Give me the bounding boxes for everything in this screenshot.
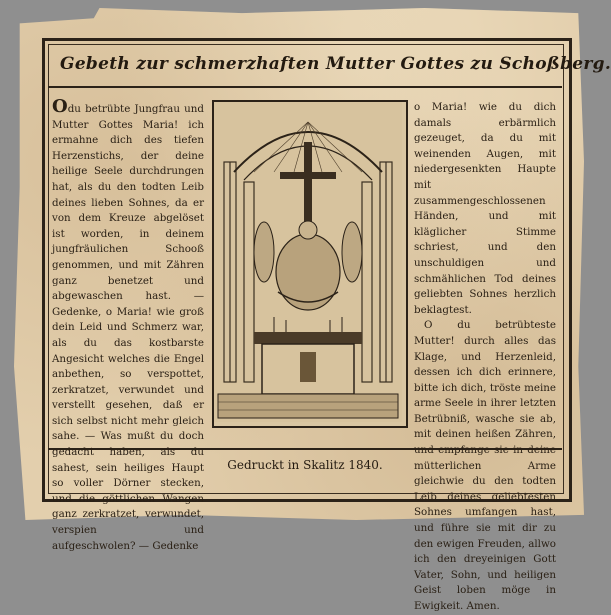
left-text-column [52,96,204,552]
right-paragraph-1: o Maria! wie du dich damals erbärmlich gezeuget, da du mit weinenden Augen, mit niedergesenkten Haupte mit zusammengeschlossenen Händen, und mit kläglicher Stimme schriest, und den unschuldigen und schmählichen Tod deines geliebten Sohnes herzlich beklagtest. [414,101,556,316]
prayer-title: Gebeth zur schmerzhaften Mutter Gottes zu Schoßberg. [60,54,611,74]
right-text-column [414,100,556,612]
left-paragraph: du betrübte Jungfrau und Mutter Gottes Maria! ich ermahne dich des tiefen Herzenstichs, der deine heilige Seele durchdrungen hat, als du den todten Leib deines lieben Sohnes, da er von dem Kreuze abgelöset ist worden, in deinem jungfräulichen Schooß genommen, und mit Zähren ganz benetzet und abgewaschen hast. — Gedenke, o Maria! wie groß dein Leid und Schmerz war, als du das kostbarste Angesicht welches die Engel anbethen, so verspottet, zerkratzet, verwundet und verstellt gesehen, daß er sich selbst nicht mehr gleich sahe. — Was mußt du doch gedacht haben, als du sahest, sein heiliges Haupt so voller Dörner stecken, und die göttlichen Wangen ganz zerkratzet, verwundet, verspien und aufgeschwolen? — Gedenke [52,103,204,552]
title-rule [48,86,562,88]
right-paragraph-2: O du betrübteste Mutter! durch alles das Klage, und Herzenleid, dessen ich dich erinnere, bitte ich dich, tröste meine arme Seele in ihrer letzten Betrübniß, wasche sie ab, mit deinen heißen Zähren, und empfange sie in deine mütterlichen Arme gleichwie du den todten Leib deines geliebtesten Sohnes umfangen hast, und führe sie mit dir zu den ewigen Freuden, allwo ich den dreyeinigen Gott Vater, Sohn, und heiligen Geist loben möge in Ewigkeit. Amen. [414,319,556,612]
printer-imprint: Gedruckt in Skalitz 1840. [227,458,383,472]
altar-engraving [212,100,408,428]
drop-cap: O [52,96,68,117]
pieta-altar-illustration [214,102,402,422]
